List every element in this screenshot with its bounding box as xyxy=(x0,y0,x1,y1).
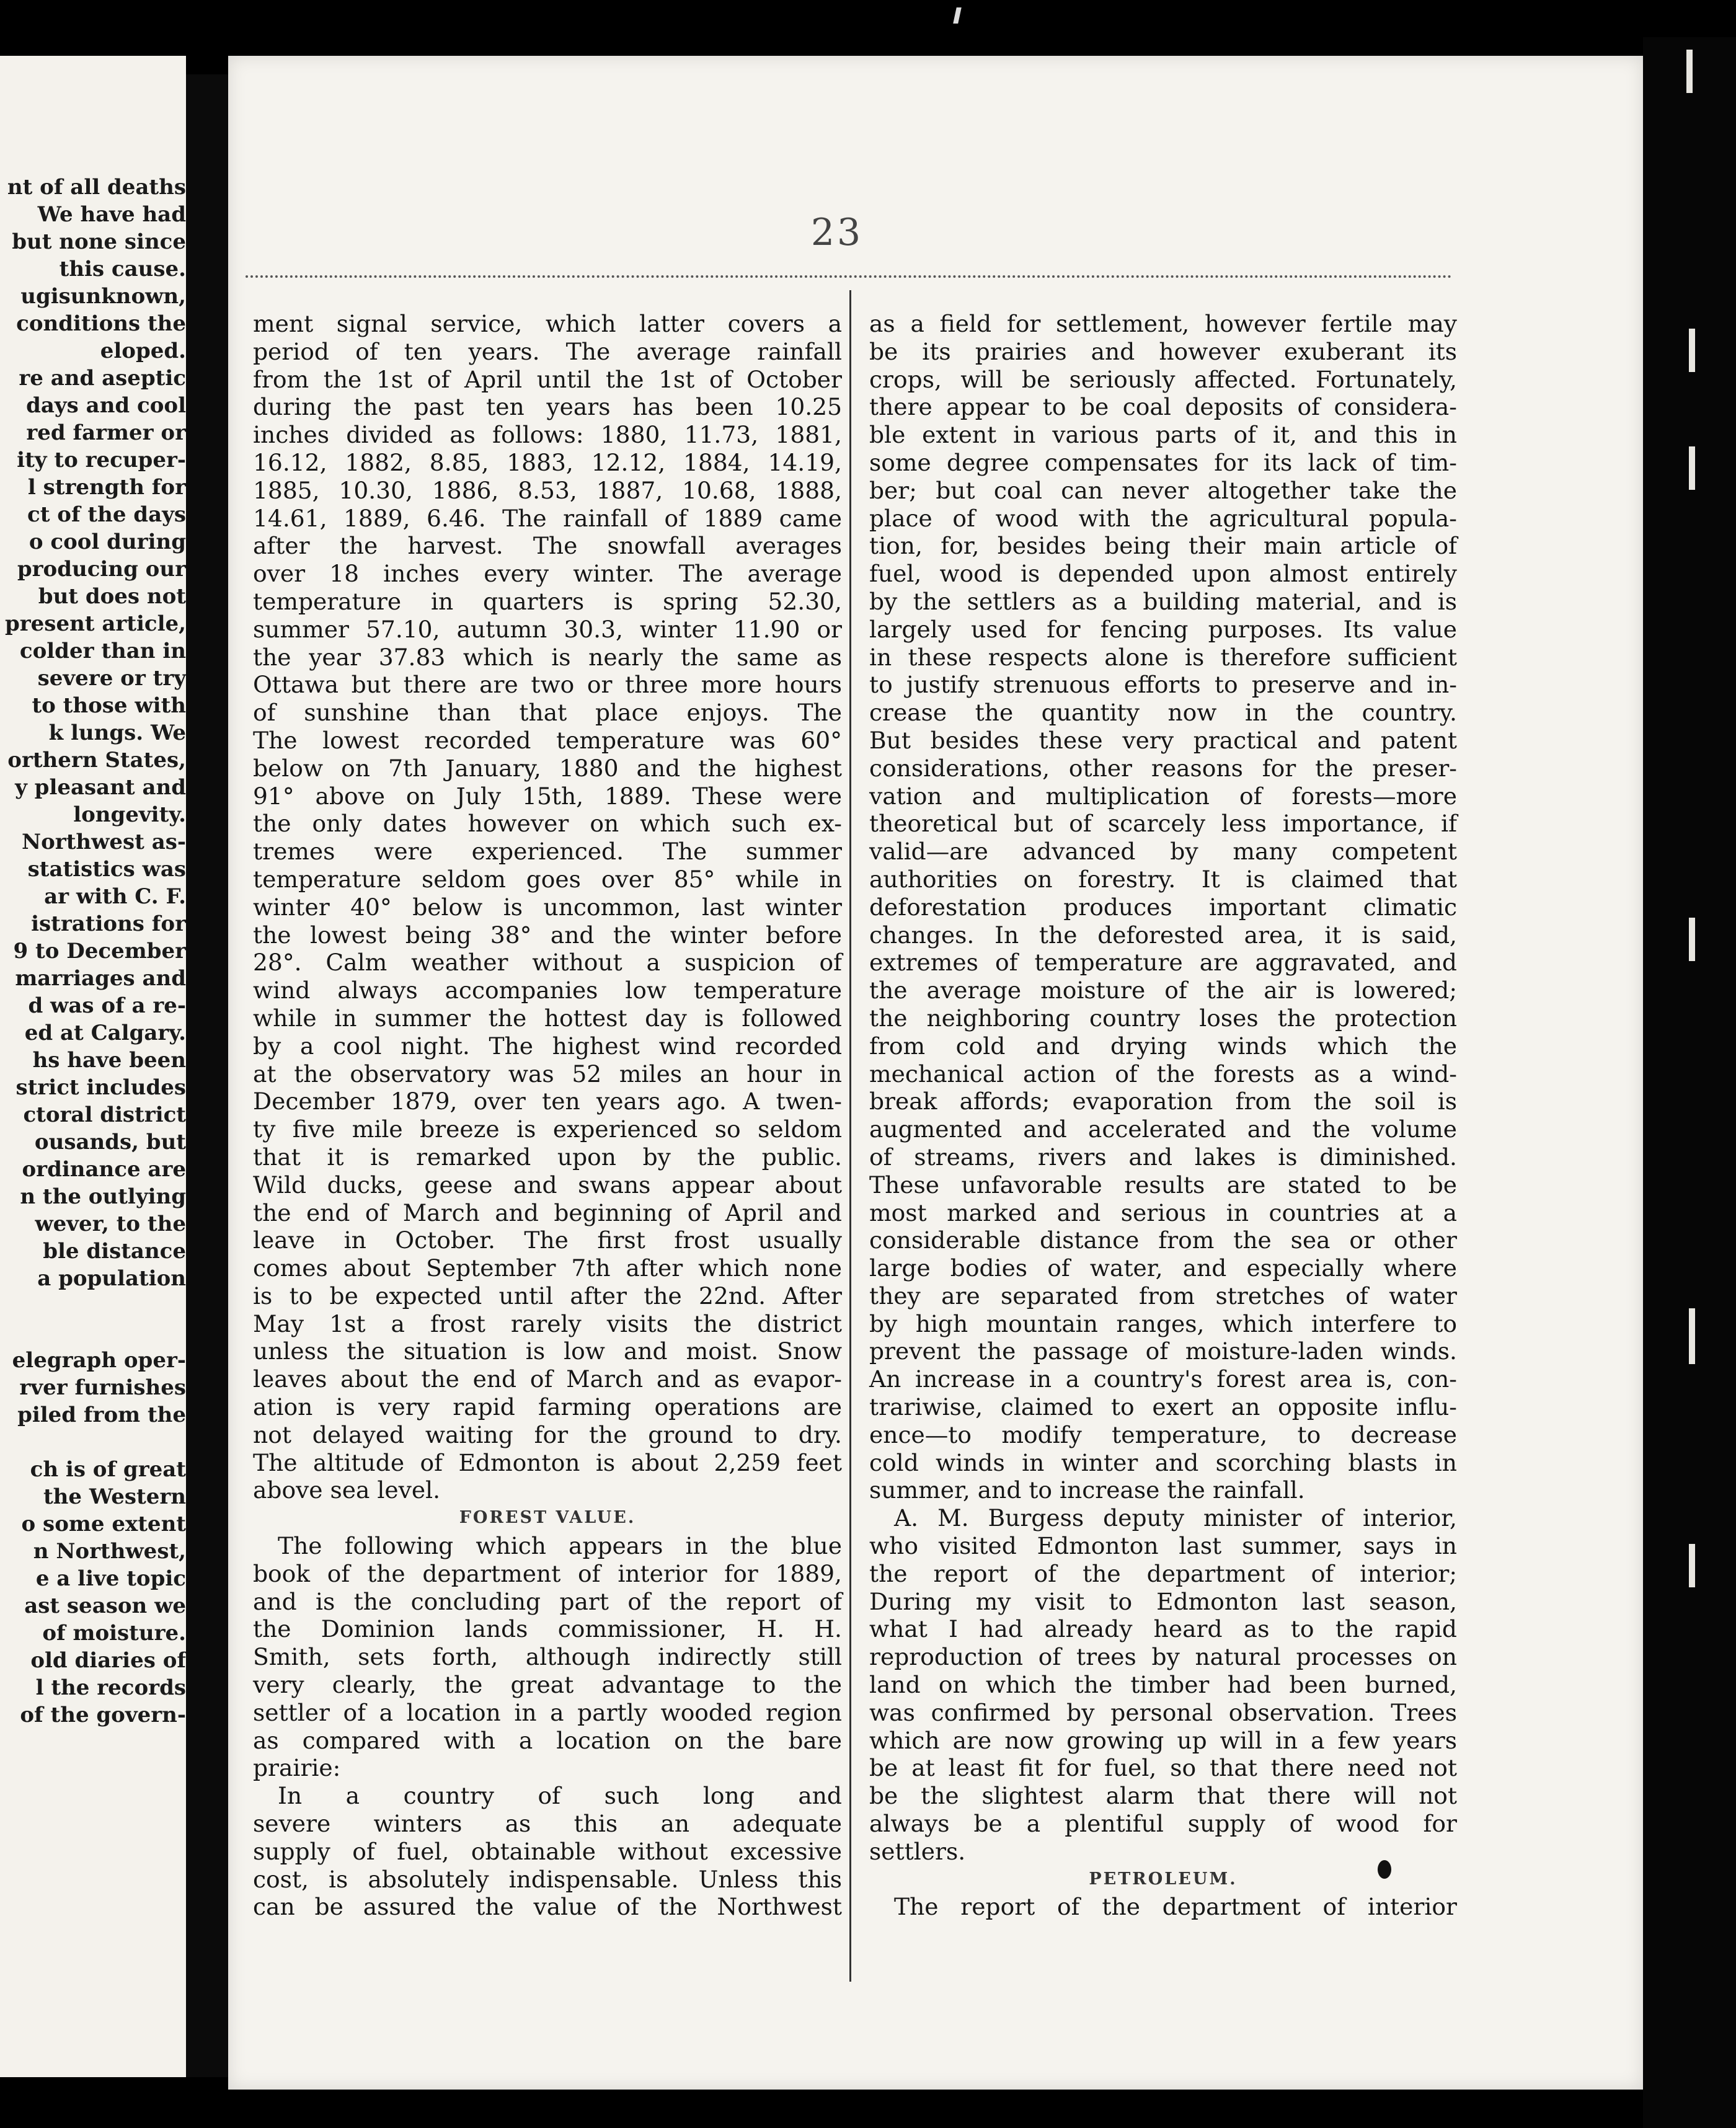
text-line: by the settlers as a building material, and is xyxy=(869,587,1457,615)
text-line: deforestation produces important climatic xyxy=(869,893,1457,921)
text-line: wind always accompanies low temperature xyxy=(253,977,842,1004)
previous-page-line: producing our xyxy=(17,557,186,582)
previous-page-line: of moisture. xyxy=(42,1621,186,1646)
text-line: The altitude of Edmonton is about 2,259 feet xyxy=(253,1448,842,1476)
header-rule xyxy=(246,275,1452,278)
text-line: by a cool night. The highest wind recorded xyxy=(253,1032,842,1060)
text-line: large bodies of water, and especially where xyxy=(869,1254,1457,1282)
text-line: be at least fit for fuel, so that there need not xyxy=(869,1754,1457,1782)
previous-page-line: ar with C. F. xyxy=(44,884,186,909)
text-line: vation and multiplication of forests—more xyxy=(869,782,1457,810)
text-line: ation is very rapid farming operations are xyxy=(253,1393,842,1421)
previous-page-line: orthern States, xyxy=(7,748,186,773)
text-line: as a field for settlement, however fertile may xyxy=(869,310,1457,337)
column-divider xyxy=(849,290,851,1982)
column-left xyxy=(253,310,842,1921)
text-line: summer, and to increase the rainfall. xyxy=(869,1476,1305,1504)
previous-page-line: 9 to December xyxy=(13,939,186,964)
text-line: Wild ducks, geese and swans appear about xyxy=(253,1171,842,1199)
text-line: from cold and drying winds which the xyxy=(869,1032,1457,1060)
text-line: be the slightest alarm that there will not xyxy=(869,1782,1457,1810)
text-line: considerations, other reasons for the preser- xyxy=(869,754,1457,782)
previous-page-line: conditions the xyxy=(16,311,186,336)
previous-page-line: y pleasant and xyxy=(15,775,186,800)
previous-page-line: We have had xyxy=(37,202,186,227)
previous-page-line: rver furnishes xyxy=(19,1375,186,1400)
previous-page-line: ed at Calgary. xyxy=(24,1021,186,1045)
text-line: above sea level. xyxy=(253,1476,441,1504)
text-line: These unfavorable results are stated to be xyxy=(869,1171,1457,1199)
text-line: very clearly, the great advantage to the xyxy=(253,1671,842,1699)
previous-page-line: o cool during xyxy=(29,530,186,554)
text-line: Ottawa but there are two or three more hours xyxy=(253,671,842,699)
text-line: temperature seldom goes over 85° while in xyxy=(253,865,842,893)
previous-page-line: present article, xyxy=(4,611,186,636)
previous-page-line: the Western xyxy=(43,1484,186,1509)
text-line: cold winds in winter and scorching blasts in xyxy=(869,1448,1457,1476)
previous-page-line: k lungs. We xyxy=(48,720,186,745)
text-line: considerable distance from the sea or other xyxy=(869,1226,1457,1254)
previous-page-line: l the records xyxy=(35,1675,186,1700)
text-line: ble extent in various parts of it, and this in xyxy=(869,421,1457,449)
text-line: 91° above on July 15th, 1889. These were xyxy=(253,782,842,810)
text-line: May 1st a frost rarely visits the district xyxy=(253,1310,842,1337)
ink-blot xyxy=(1378,1860,1391,1879)
text-line: the only dates however on which such ex- xyxy=(253,810,842,838)
text-line: December 1879, over ten years ago. A twen- xyxy=(253,1088,842,1115)
text-line: leaves about the end of March and as evapor- xyxy=(253,1365,842,1393)
previous-page-line: d was of a re- xyxy=(28,993,186,1018)
previous-page-line: strict includes xyxy=(16,1075,186,1100)
text-line: During my visit to Edmonton last season, xyxy=(869,1587,1457,1615)
previous-page-line: nt of all deaths xyxy=(7,175,186,200)
text-line: place of wood with the agricultural popula- xyxy=(869,504,1457,532)
text-line: most marked and serious in countries at a xyxy=(869,1199,1457,1226)
text-line: trariwise, claimed to exert an opposite influ- xyxy=(869,1393,1457,1421)
text-line: the average moisture of the air is lowered; xyxy=(869,977,1457,1004)
previous-page-line: n Northwest, xyxy=(33,1539,186,1564)
text-line: The lowest recorded temperature was 60° xyxy=(253,726,842,754)
text-line: Smith, sets forth, although indirectly still xyxy=(253,1643,842,1671)
previous-page-line: statistics was xyxy=(27,857,186,882)
text-line: that it is remarked upon by the public. xyxy=(253,1143,842,1171)
previous-page-line: but none since xyxy=(12,229,186,254)
previous-page-line: elegraph oper- xyxy=(12,1348,186,1373)
text-line: tion, for, besides being their main article of xyxy=(869,532,1457,560)
previous-page-line: ct of the days xyxy=(27,502,186,527)
text-line: supply of fuel, obtainable without excessive xyxy=(253,1837,842,1865)
text-line: prevent the passage of moisture-laden winds. xyxy=(869,1337,1457,1365)
text-line: The report of the department of interior xyxy=(894,1893,1457,1921)
text-line: In a country of such long and xyxy=(278,1782,842,1810)
previous-page-line: ble distance xyxy=(43,1239,186,1264)
previous-page-line: colder than in xyxy=(19,639,186,663)
text-line: ty five mile breeze is experienced so seldom xyxy=(253,1115,842,1143)
text-line: cost, is absolutely indispensable. Unless this xyxy=(253,1865,842,1893)
text-line: what I had already heard as to the rapid xyxy=(869,1615,1457,1643)
text-line: which are now growing up will in a few years xyxy=(869,1726,1457,1754)
column-right xyxy=(869,310,1457,1921)
previous-page-line: marriages and xyxy=(15,966,186,991)
text-line: comes about September 7th after which none xyxy=(253,1254,842,1282)
previous-page-text xyxy=(0,174,186,1729)
previous-page-line: istrations for xyxy=(31,911,186,936)
previous-page-line: l strength for xyxy=(27,475,186,500)
text-line: But besides these very practical and patent xyxy=(869,726,1457,754)
page-number: 23 xyxy=(810,211,864,254)
text-line: ence—to modify temperature, to decrease xyxy=(869,1421,1457,1448)
previous-page-fragment xyxy=(0,56,186,2077)
previous-page-line: ordinance are xyxy=(22,1157,186,1182)
text-line: changes. In the deforested area, it is said, xyxy=(869,921,1457,949)
previous-page-line: Northwest as- xyxy=(22,830,186,854)
previous-page-line: of the govern- xyxy=(20,1703,186,1727)
text-line: 16.12, 1882, 8.85, 1883, 12.12, 1884, 14.19, xyxy=(253,448,842,476)
text-line: the year 37.83 which is nearly the same as xyxy=(253,643,842,671)
text-line: reproduction of trees by natural processes on xyxy=(869,1643,1457,1671)
text-line: period of ten years. The average rainfall xyxy=(253,337,842,365)
previous-page-line: re and aseptic xyxy=(19,366,186,391)
text-line: authorities on forestry. It is claimed that xyxy=(869,865,1457,893)
text-line: during the past ten years has been 10.25 xyxy=(253,393,842,421)
previous-page-line xyxy=(0,1429,186,1456)
previous-page-line: red farmer or xyxy=(26,420,186,445)
text-line: the report of the department of interior; xyxy=(869,1559,1457,1587)
text-line: the Dominion lands commissioner, H. H. xyxy=(253,1615,842,1643)
previous-page-line: ugisunknown, xyxy=(20,284,186,309)
previous-page-line: o some extent xyxy=(21,1512,186,1536)
text-line: below on 7th January, 1880 and the highest xyxy=(253,754,842,782)
section-heading: FOREST VALUE. xyxy=(459,1508,636,1528)
text-line: extremes of temperature are aggravated, and xyxy=(869,949,1457,977)
text-line: crops, will be seriously affected. Fortunately, xyxy=(869,365,1457,393)
previous-page-line: but does not xyxy=(38,584,186,609)
text-line: not delayed waiting for the ground to dry. xyxy=(253,1421,842,1448)
text-line: A. M. Burgess deputy minister of interior, xyxy=(894,1504,1457,1532)
text-line: always be a plentiful supply of wood for xyxy=(869,1810,1457,1838)
section-heading: PETROLEUM. xyxy=(1089,1869,1238,1889)
scan-mark xyxy=(953,7,962,24)
previous-page-line: this cause. xyxy=(59,257,186,282)
text-line: theoretical but of scarcely less importance, if xyxy=(869,810,1457,838)
text-line: tremes were experienced. The summer xyxy=(253,838,842,866)
text-line: the lowest being 38° and the winter before xyxy=(253,921,842,949)
text-line: winter 40° below is uncommon, last winter xyxy=(253,893,842,921)
text-line: ber; but coal can never altogether take the xyxy=(869,476,1457,504)
text-line: land on which the timber had been burned, xyxy=(869,1671,1457,1699)
text-line: from the 1st of April until the 1st of October xyxy=(253,365,842,393)
text-line: can be assured the value of the Northwest xyxy=(253,1893,842,1921)
text-line: 1885, 10.30, 1886, 8.53, 1887, 10.68, 1888, xyxy=(253,476,842,504)
previous-page-line: longevity. xyxy=(73,802,186,827)
text-line: valid—are advanced by many competent xyxy=(869,838,1457,866)
previous-page-line: piled from the xyxy=(17,1403,186,1427)
previous-page-line: ctoral district xyxy=(23,1102,186,1127)
previous-page-line: e a live topic xyxy=(35,1566,186,1591)
text-line: settlers. xyxy=(869,1837,966,1865)
text-line: the end of March and beginning of April and xyxy=(253,1199,842,1226)
previous-page-line: ch is of great xyxy=(30,1457,186,1482)
previous-page-line xyxy=(0,1319,186,1347)
text-line: was confirmed by personal observation. Trees xyxy=(869,1698,1457,1726)
text-line: of streams, rivers and lakes is diminished. xyxy=(869,1143,1457,1171)
text-line: leave in October. The first frost usually xyxy=(253,1226,842,1254)
previous-page-line: eloped. xyxy=(100,339,186,363)
text-line: as compared with a location on the bare xyxy=(253,1726,842,1754)
text-line: they are separated from stretches of water xyxy=(869,1282,1457,1310)
text-line: crease the quantity now in the country. xyxy=(869,699,1457,727)
previous-page-line: to those with xyxy=(32,693,186,718)
previous-page-line: n the outlying xyxy=(20,1184,186,1209)
text-line: mechanical action of the forests as a wind- xyxy=(869,1060,1457,1088)
text-line: while in summer the hottest day is followed xyxy=(253,1004,842,1032)
text-line: at the observatory was 52 miles an hour in xyxy=(253,1060,842,1088)
text-line: in these respects alone is therefore sufficient xyxy=(869,643,1457,671)
text-line: inches divided as follows: 1880, 11.73, 1881, xyxy=(253,421,842,449)
text-line: unless the situation is low and moist. Snow xyxy=(253,1337,842,1365)
text-line: fuel, wood is depended upon almost entirely xyxy=(869,560,1457,588)
text-line: ment signal service, which latter covers a xyxy=(253,310,842,337)
previous-page-line: a population xyxy=(37,1266,186,1291)
text-line: book of the department of interior for 1889, xyxy=(253,1559,842,1587)
text-line: who visited Edmonton last summer, says in xyxy=(869,1532,1457,1560)
previous-page-line: days and cool xyxy=(26,393,186,418)
previous-page-line: ousands, but xyxy=(34,1130,186,1155)
text-line: break affords; evaporation from the soil is xyxy=(869,1088,1457,1115)
text-line: after the harvest. The snowfall averages xyxy=(253,532,842,560)
previous-page-line: severe or try xyxy=(37,666,186,691)
text-line: largely used for fencing purposes. Its value xyxy=(869,615,1457,643)
scan-edge xyxy=(1643,37,1736,2128)
previous-page-line: old diaries of xyxy=(30,1648,186,1673)
text-line: over 18 inches every winter. The average xyxy=(253,560,842,588)
text-line: the neighboring country loses the protection xyxy=(869,1004,1457,1032)
previous-page-line: ity to recuper- xyxy=(17,448,186,472)
text-line: The following which appears in the blue xyxy=(278,1532,842,1560)
text-line: by high mountain ranges, which interfere to xyxy=(869,1310,1457,1337)
text-line: is to be expected until after the 22nd. After xyxy=(253,1282,842,1310)
text-line: An increase in a country's forest area is, con- xyxy=(869,1365,1457,1393)
text-line: severe winters as this an adequate xyxy=(253,1810,842,1838)
text-line: there appear to be coal deposits of considera- xyxy=(869,393,1457,421)
text-line: prairie: xyxy=(253,1754,341,1782)
text-line: 14.61, 1889, 6.46. The rainfall of 1889 came xyxy=(253,504,842,532)
previous-page-line xyxy=(0,1292,186,1319)
text-line: settler of a location in a partly wooded region xyxy=(253,1698,842,1726)
previous-page-line: ast season we xyxy=(24,1594,186,1618)
text-line: and is the concluding part of the report of xyxy=(253,1587,842,1615)
book-spine-shadow xyxy=(186,74,228,2077)
text-line: temperature in quarters is spring 52.30, xyxy=(253,587,842,615)
text-line: some degree compensates for its lack of tim- xyxy=(869,448,1457,476)
text-line: summer 57.10, autumn 30.3, winter 11.90 or xyxy=(253,615,842,643)
text-line: augmented and accelerated and the volume xyxy=(869,1115,1457,1143)
text-line: be its prairies and however exuberant its xyxy=(869,337,1457,365)
text-line: 28°. Calm weather without a suspicion of xyxy=(253,949,842,977)
previous-page-line: hs have been xyxy=(32,1048,186,1073)
previous-page-line: wever, to the xyxy=(35,1212,186,1236)
text-line: of sunshine than that place enjoys. The xyxy=(253,699,842,727)
text-line: to justify strenuous efforts to preserve and in- xyxy=(869,671,1457,699)
